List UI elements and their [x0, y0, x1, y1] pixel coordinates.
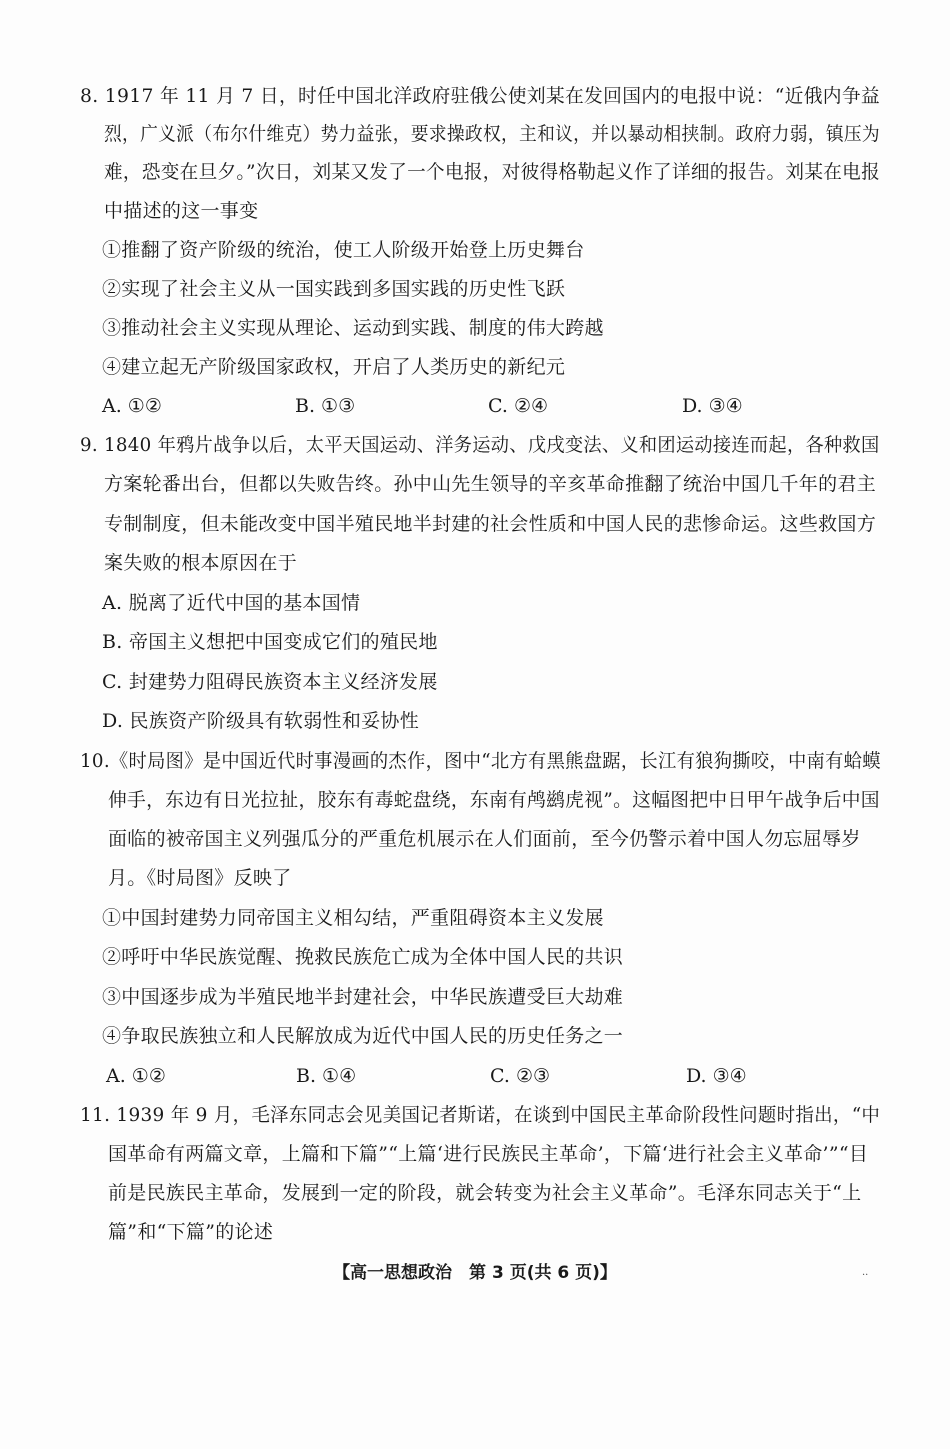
- q10-stem-line-2: 伸手，东边有日光拉扯，胶东有毒蛇盘绕，东南有鸬鹚虎视”。这幅图把中日甲午战争后中国: [108, 789, 880, 811]
- q10-stem-line-4: 月。《时局图》反映了: [108, 867, 292, 889]
- q8-statement-3: ③推动社会主义实现从理论、运动到实践、制度的伟大跨越: [102, 317, 604, 339]
- q9-option-c: C. 封建势力阻碍民族资本主义经济发展: [102, 671, 438, 693]
- q10-statement-2: ②呼吁中华民族觉醒、挽救民族危亡成为全体中国人民的共识: [102, 946, 624, 968]
- q11-stem-line-3: 前是民族民主革命，发展到一定的阶段，就会转变为社会主义革命”。毛泽东同志关于“上: [108, 1182, 862, 1204]
- q10-choice-a: A. ①②: [106, 1065, 166, 1087]
- q9-option-b: B. 帝国主义想把中国变成它们的殖民地: [102, 631, 438, 653]
- q9-option-d: D. 民族资产阶级具有软弱性和妥协性: [102, 710, 420, 732]
- corner-mark: ··: [862, 1270, 869, 1281]
- q9-stem-line-2: 方案轮番出台，但都以失败告终。孙中山先生领导的辛亥革命推翻了统治中国几千年的君主: [104, 473, 877, 495]
- q9-stem-line-4: 案失败的根本原因在于: [104, 552, 298, 574]
- q10-choice-d: D. ③④: [686, 1065, 747, 1087]
- q10-statement-3: ③中国逐步成为半殖民地半封建社会，中华民族遭受巨大劫难: [102, 986, 624, 1008]
- q8-choice-a: A. ①②: [102, 395, 162, 417]
- q10-choice-b: B. ①④: [296, 1065, 357, 1087]
- q8-statement-1: ①推翻了资产阶级的统治，使工人阶级开始登上历史舞台: [102, 239, 585, 261]
- q9-stem-line-3: 专制制度，但未能改变中国半殖民地半封建的社会性质和中国人民的悲惨命运。这些救国方: [104, 513, 877, 535]
- q8-stem-line-1: 8. 1917 年 11 月 7 日，时任中国北洋政府驻俄公使刘某在发回国内的电报中说：“近俄内争益: [80, 85, 880, 107]
- q10-stem-line-1: 10.《时局图》是中国近代时事漫画的杰作，图中“北方有黑熊盘踞，长江有狼狗撕咬，中南有蛤蟆: [80, 750, 881, 772]
- q10-statement-1: ①中国封建势力同帝国主义相勾结，严重阻碍资本主义发展: [102, 907, 604, 929]
- q10-statement-4: ④争取民族独立和人民解放成为近代中国人民的历史任务之一: [102, 1025, 624, 1047]
- q9-option-a: A. 脱离了近代中国的基本国情: [102, 592, 361, 614]
- page-footer: 【高一思想政治 第 3 页(共 6 页)】: [333, 1263, 617, 1283]
- q8-choice-b: B. ①③: [295, 395, 356, 417]
- q9-stem-line-1: 9. 1840 年鸦片战争以后，太平天国运动、洋务运动、戊戌变法、义和团运动接连而起，各种救国: [80, 434, 880, 456]
- q8-choice-d: D. ③④: [682, 395, 743, 417]
- q10-stem-line-3: 面临的被帝国主义列强瓜分的严重危机展示在人们面前，至今仍警示着中国人勿忘屈辱岁: [108, 828, 861, 850]
- q8-stem-line-4: 中描述的这一事变: [104, 200, 259, 222]
- q11-stem-line-2: 国革命有两篇文章，上篇和下篇”“上篇‘进行民族民主革命’，下篇‘进行社会主义革命’”“目: [108, 1143, 869, 1165]
- q10-choices: [106, 1064, 806, 1088]
- q8-stem-line-2: 烈，广义派（布尔什维克）势力益张，要求操政权，主和议，并以暴动相挟制。政府力弱，镇压为: [104, 123, 880, 145]
- q11-stem-line-4: 篇”和“下篇”的论述: [108, 1221, 274, 1243]
- q8-choice-c: C. ②④: [488, 395, 549, 417]
- q8-choices: [102, 394, 802, 418]
- q10-choice-c: C. ②③: [490, 1065, 551, 1087]
- q8-statement-2: ②实现了社会主义从一国实践到多国实践的历史性飞跃: [102, 278, 566, 300]
- q8-stem-line-3: 难，恐变在旦夕。”次日，刘某又发了一个电报，对彼得格勒起义作了详细的报告。刘某在电报: [104, 161, 880, 183]
- q11-stem-line-1: 11. 1939 年 9 月，毛泽东同志会见美国记者斯诺，在谈到中国民主革命阶段性问题时指出，“中: [80, 1104, 881, 1126]
- q8-statement-4: ④建立起无产阶级国家政权，开启了人类历史的新纪元: [102, 356, 566, 378]
